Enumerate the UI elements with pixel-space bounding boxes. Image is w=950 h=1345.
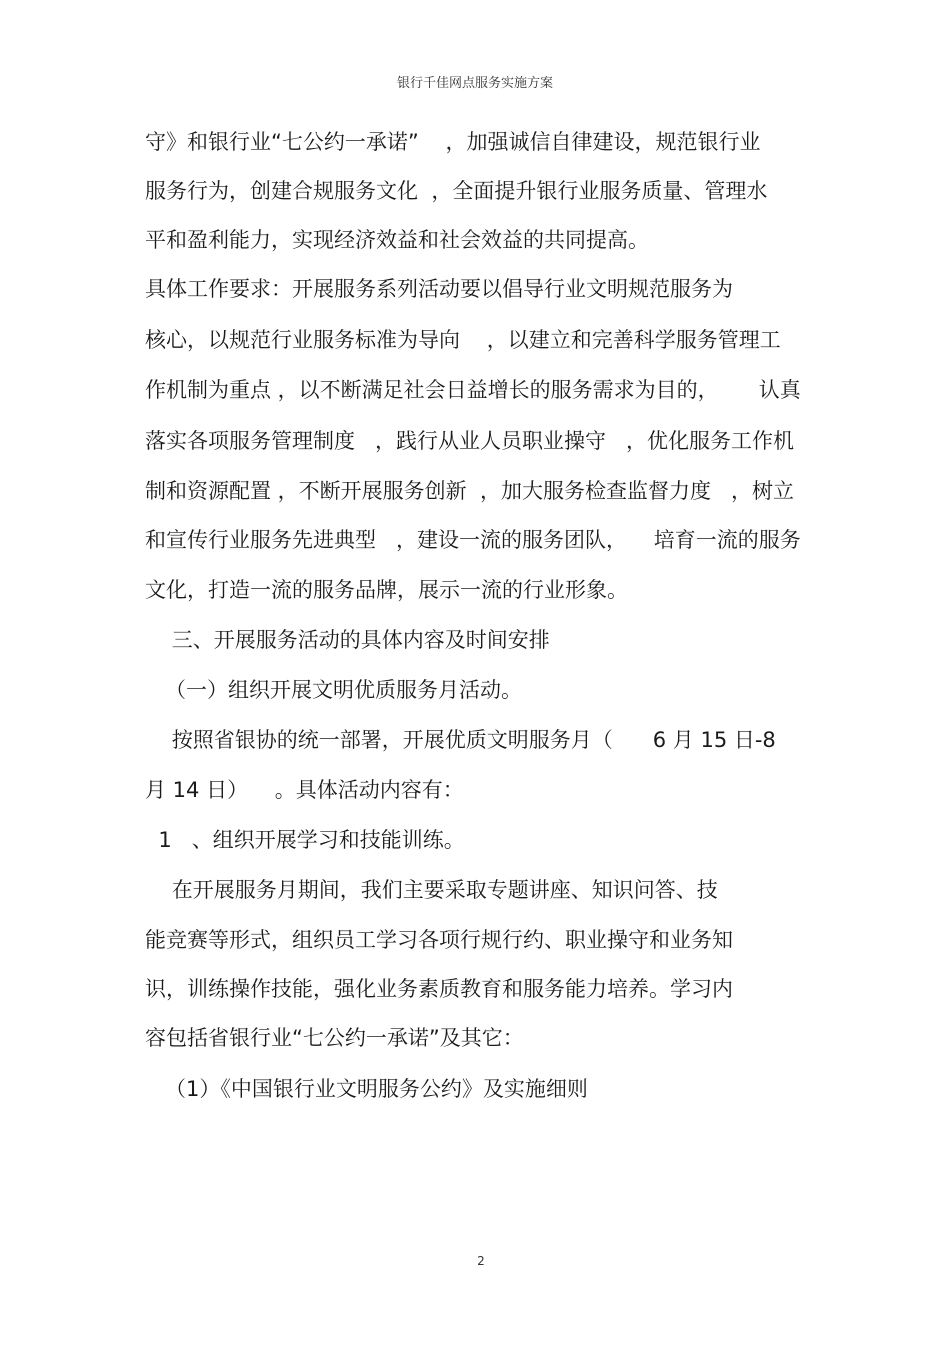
body-line-5: 核心，以规范行业服务标准为导向 ，以建立和完善科学服务管理工 [145, 328, 781, 352]
body-line-2: 服务行为，创建合规服务文化 ，全面提升银行业服务质量、管理水 [145, 179, 768, 203]
body-line-6: 作机制为重点 ，以不断满足社会日益增长的服务需求为目的， 认真 [145, 378, 801, 402]
body-line-13: 按照省银协的统一部署，开展优质文明服务月（ 6 月 15 日-8 [145, 728, 776, 752]
body-line-17: 能竞赛等形式，组织员工学习各项行规行约、职业操守和业务知 [145, 928, 733, 952]
body-line-19: 容包括省银行业“七公约一承诺”及其它： [145, 1026, 524, 1050]
page-number: 2 [477, 1254, 485, 1268]
body-line-1: 守》和银行业“七公约一承诺” ，加强诚信自律建设，规范银行业 [145, 130, 761, 154]
list-subitem: （1）《中国银行业文明服务公约》及实施细则 [145, 1077, 588, 1101]
body-line-14: 月 14 日） 。具体活动内容有： [145, 778, 464, 802]
body-line-18: 识，训练操作技能，强化业务素质教育和服务能力培养。学习内 [145, 977, 733, 1001]
page-header: 银行千佳网点服务实施方案 [396, 76, 553, 91]
body-line-10: 文化，打造一流的服务品牌，展示一流的行业形象。 [145, 578, 628, 602]
body-line-8: 制和资源配置 ，不断开展服务创新 ，加大服务检查监督力度 ，树立 [145, 479, 795, 503]
body-line-16: 在开展服务月期间，我们主要采取专题讲座、知识问答、技 [145, 878, 718, 902]
section-heading: 三、开展服务活动的具体内容及时间安排 [145, 628, 550, 652]
body-line-4: 具体工作要求：开展服务系列活动要以倡导行业文明规范服务为 [145, 277, 733, 301]
body-line-7: 落实各项服务管理制度 ，践行从业人员职业操守 ，优化服务工作机 [145, 429, 795, 453]
body-line-3: 平和盈利能力，实现经济效益和社会效益的共同提高。 [145, 228, 649, 252]
subsection-heading: （一）组织开展文明优质服务月活动。 [145, 678, 523, 702]
body-line-9: 和宣传行业服务先进典型 ，建设一流的服务团队， 培育一流的服务 [145, 528, 801, 552]
list-item-heading: 1 、组织开展学习和技能训练。 [145, 828, 465, 852]
